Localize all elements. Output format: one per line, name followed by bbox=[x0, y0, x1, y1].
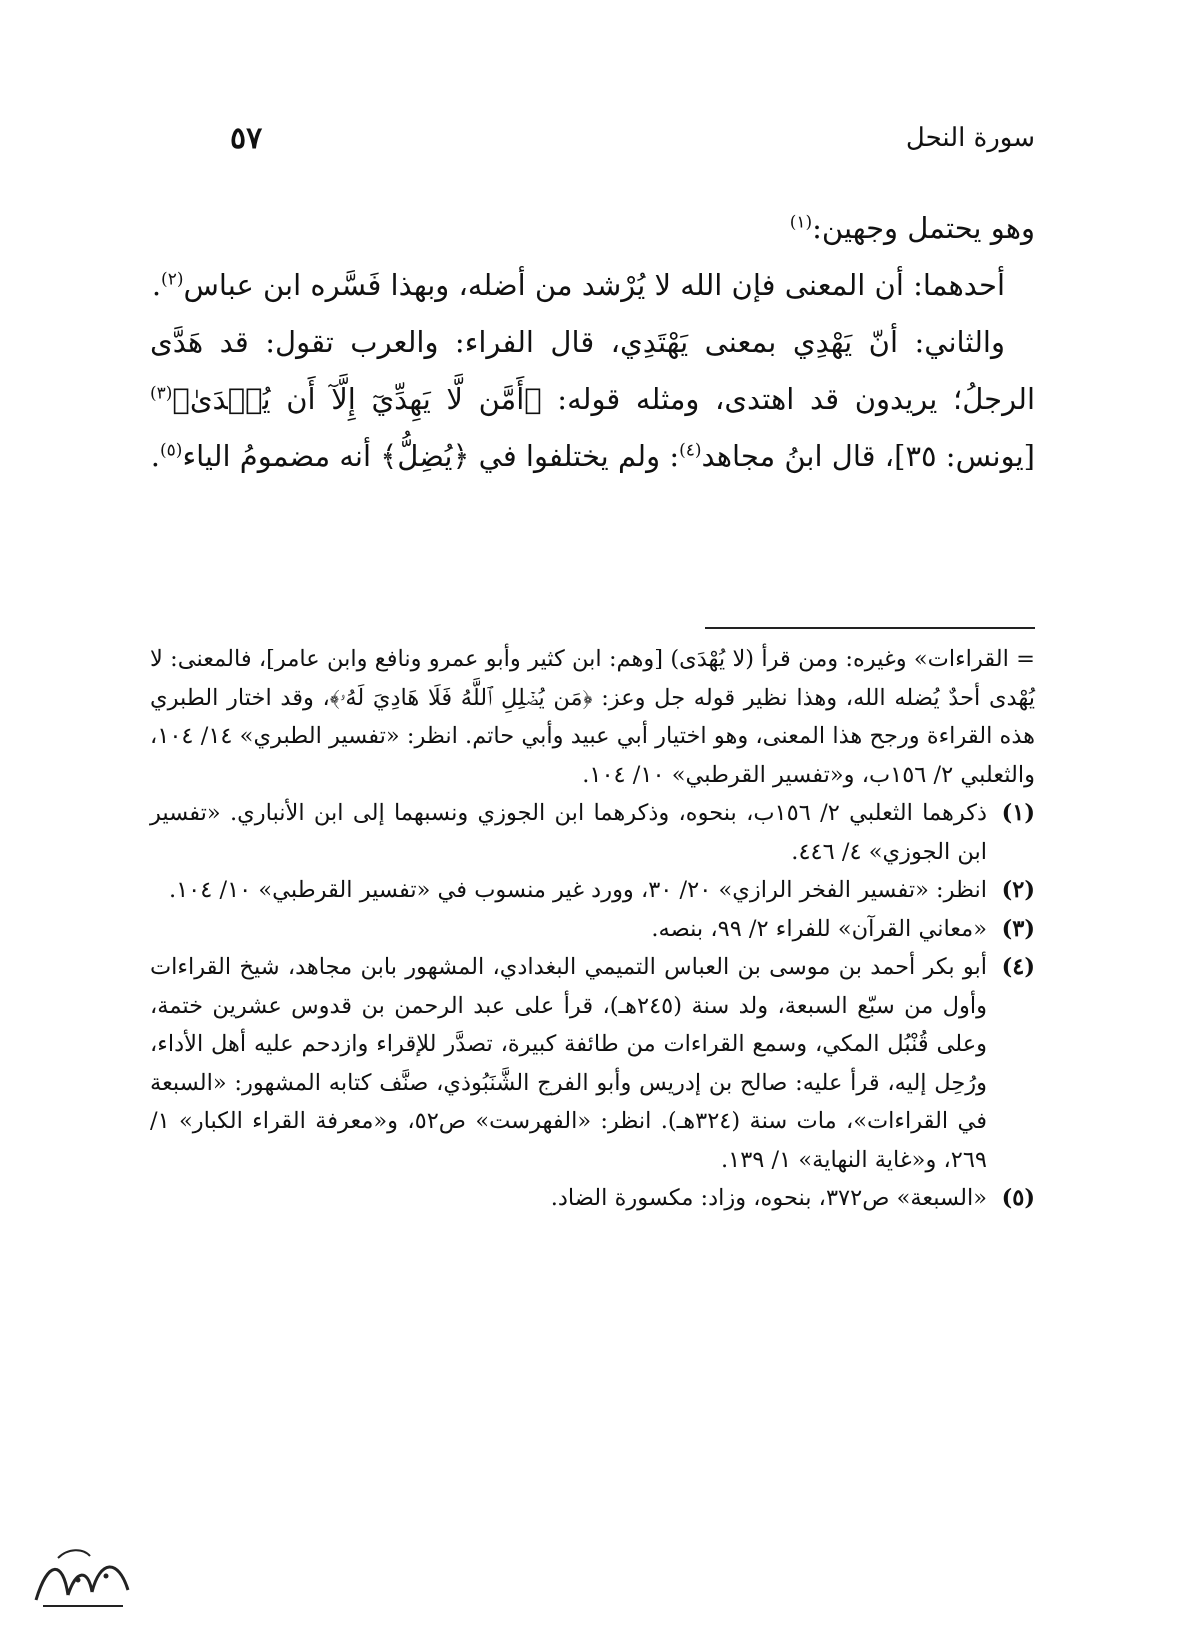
footnote-item bbox=[150, 948, 1035, 1179]
footnote-continuation: = القراءات» وغيره: ومن قرأ (لا يُهْدَى) [وهم: ابن كثير وأبو عمرو ونافع وابن عامر]، فالمعنى: لا يُهْدى أحدٌ يُضله الله، وهذا نظير قوله جل وعز: ﴿مَن يُضۡلِلِ ٱللَّهُ فَلَا هَادِيَ لَهُۥ﴾، وقد اختار الطبري هذه القراءة ورجح هذا المعنى، وهو اختيار أبي عبيد وأبي حاتم. انظر: «تفسير الطبري» ١٤/ ١٠٤، والثعلبي ٢/ ١٥٦ب، و«تفسير القرطبي» ١٠/ ١٠٤. bbox=[150, 646, 1035, 788]
footnote-number: (٤) bbox=[1001, 954, 1035, 980]
main-paragraph-2: أحدهما: أن المعنى فإن الله لا يُرْشد من أضله، وبهذا فَسَّره ابن عباس$^{(٢)}$. bbox=[151, 268, 1005, 302]
footnote-ref[interactable]: (١) bbox=[789, 212, 813, 233]
publisher-logo bbox=[28, 1540, 138, 1620]
footnote-number: (٣) bbox=[1001, 915, 1035, 942]
main-paragraph-3: والثاني: أنّ يَهْدِي بمعنى يَهْتَدِي، قال الفراء: والعرب تقول: قد هَدَّى الرجلُ؛ يريدون قد اهتدى، ومثله قوله: ﴿أَمَّن لَّا يَهِدِّيٓ إِلَّآ أَن يُهۡدَىٰ﴾$^{(٣)}$ [يونس: ٣٥]، قال ابنُ مجاهد$^{(٤)}$: ولم يختلفوا في ﴿يُضِلُّ﴾ أنه مضمومُ الياء$^{(٥)}$. bbox=[150, 325, 1035, 473]
footnote-text: «معاني القرآن» للفراء ٢/ ٩٩، بنصه. bbox=[651, 915, 987, 942]
footnote-separator bbox=[705, 627, 1035, 629]
footnote-ref[interactable]: (٥) bbox=[160, 440, 183, 461]
footnote-number: (٥) bbox=[1001, 1185, 1035, 1211]
footnote-text: أبو بكر أحمد بن موسى بن العباس التميمي البغدادي، المشهور بابن مجاهد، شيخ القراءات وأول من سبّع السبعة، ولد سنة (٢٤٥هـ)، قرأ على عبد الرحمن بن قدوس عشرين ختمة، وعلى قُنْبُل المكي، وسمع القراءات من طائفة كبيرة، تصدَّر للإقراء وازدحم عليه أهل الأداء، ورُحِل إليه، قرأ عليه: صالح بن إدريس وأبو الفرج الشَّنَبُوذي، صنَّف كتابه المشهور: «السبعة في القراءات»، مات سنة (٣٢٤هـ). انظر: «الفهرست» ص٥٢، و«معرفة القراء الكبار» ١/ ٢٦٩، و«غاية النهاية» ١/ ١٣٩. bbox=[150, 954, 988, 1173]
footnote-number: (١) bbox=[1001, 800, 1035, 826]
footnote-number: (٢) bbox=[1001, 877, 1035, 903]
footnote-item bbox=[150, 871, 1035, 910]
main-text bbox=[150, 200, 1035, 485]
footnote-ref[interactable]: (٢) bbox=[161, 269, 184, 290]
footnote-item bbox=[150, 794, 1035, 871]
footnote-ref[interactable]: (٤) bbox=[679, 440, 702, 461]
footnote-text: انظر: «تفسير الفخر الرازي» ٢٠/ ٣٠، وورد غير منسوب في «تفسير القرطبي» ١٠/ ١٠٤. bbox=[168, 877, 987, 903]
footnote-text: ذكرهما الثعلبي ٢/ ١٥٦ب، بنحوه، وذكرهما ابن الجوزي ونسبهما إلى ابن الأنباري. «تفسير ابن الجوزي» ٤/ ٤٤٦. bbox=[150, 800, 987, 865]
main-paragraph-1: وهو يحتمل وجهين:$^{(١)}$ bbox=[789, 211, 1035, 245]
surah-title: سورة النحل bbox=[905, 123, 1035, 153]
footnote-text: «السبعة» ص٣٧٢، بنحوه، وزاد: مكسورة الضاد. bbox=[550, 1185, 987, 1211]
footnotes-section bbox=[150, 640, 1035, 1218]
footnote-item bbox=[150, 1179, 1035, 1218]
page-number: ٥٧ bbox=[230, 120, 263, 156]
page-header bbox=[230, 118, 1035, 158]
footnote-ref[interactable]: (٣) bbox=[150, 383, 173, 404]
footnote-item bbox=[150, 910, 1035, 949]
